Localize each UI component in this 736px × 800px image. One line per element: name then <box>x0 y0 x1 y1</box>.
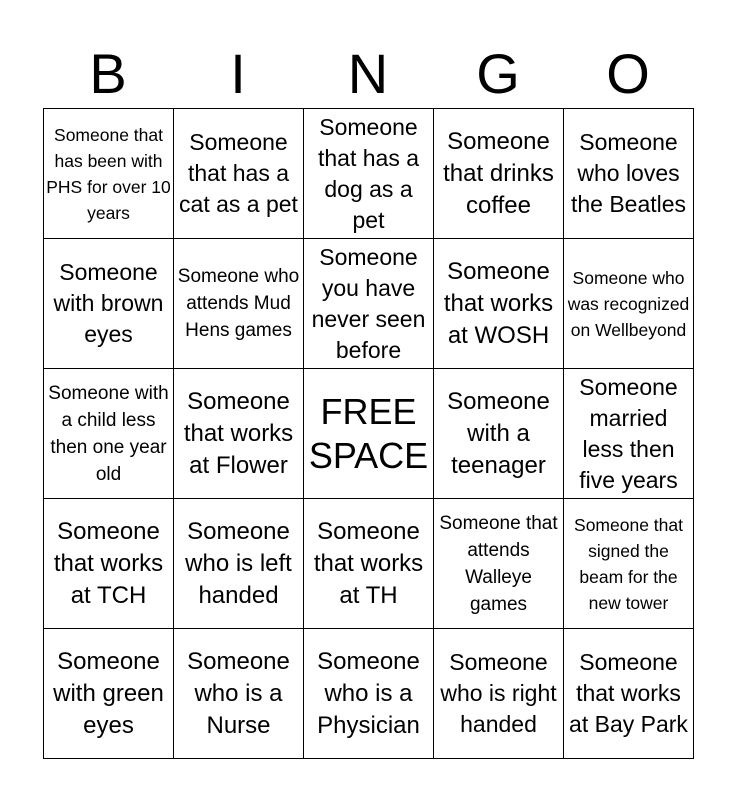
bingo-cell[interactable]: Someone that works at Bay Park <box>564 629 694 759</box>
bingo-cell[interactable]: Someone with brown eyes <box>44 239 174 369</box>
header-letter-b: B <box>89 42 127 105</box>
bingo-cell[interactable]: Someone that signed the beam for the new tower <box>564 499 694 629</box>
bingo-cell[interactable]: Someone that has been with PHS for over 10 years <box>44 109 174 239</box>
bingo-cell[interactable]: Someone who attends Mud Hens games <box>174 239 304 369</box>
bingo-header <box>43 40 693 108</box>
bingo-cell[interactable]: Someone you have never seen before <box>304 239 434 369</box>
bingo-cell[interactable]: Someone that attends Walleye games <box>434 499 564 629</box>
bingo-row-2 <box>44 239 694 369</box>
bingo-cell[interactable]: Someone that works at WOSH <box>434 239 564 369</box>
bingo-cell[interactable]: Someone who loves the Beatles <box>564 109 694 239</box>
bingo-cell[interactable]: Someone with a child less then one year old <box>44 369 174 499</box>
bingo-cell[interactable]: Someone who is a Nurse <box>174 629 304 759</box>
bingo-card <box>43 108 694 759</box>
bingo-row-5 <box>44 629 694 759</box>
bingo-cell[interactable]: Someone that has a cat as a pet <box>174 109 304 239</box>
header-letter-g: G <box>476 42 520 105</box>
bingo-cell[interactable]: Someone married less then five years <box>564 369 694 499</box>
bingo-row-4 <box>44 499 694 629</box>
bingo-cell[interactable]: Someone who was recognized on Wellbeyond <box>564 239 694 369</box>
bingo-cell[interactable]: Someone that drinks coffee <box>434 109 564 239</box>
bingo-cell[interactable]: Someone who is right handed <box>434 629 564 759</box>
bingo-row-1 <box>44 109 694 239</box>
bingo-cell[interactable]: Someone that works at TCH <box>44 499 174 629</box>
bingo-cell[interactable]: Someone with a teenager <box>434 369 564 499</box>
bingo-cell[interactable]: Someone who is left handed <box>174 499 304 629</box>
header-letter-i: I <box>230 42 246 105</box>
header-letter-n: N <box>347 42 389 105</box>
bingo-cell[interactable]: Someone that works at TH <box>304 499 434 629</box>
bingo-cell[interactable]: Someone with green eyes <box>44 629 174 759</box>
bingo-cell[interactable]: Someone that has a dog as a pet <box>304 109 434 239</box>
free-space-cell[interactable]: FREE SPACE <box>304 369 434 499</box>
bingo-cell[interactable]: Someone that works at Flower <box>174 369 304 499</box>
header-letter-o: O <box>606 42 650 105</box>
bingo-cell[interactable]: Someone who is a Physician <box>304 629 434 759</box>
bingo-row-3 <box>44 369 694 499</box>
